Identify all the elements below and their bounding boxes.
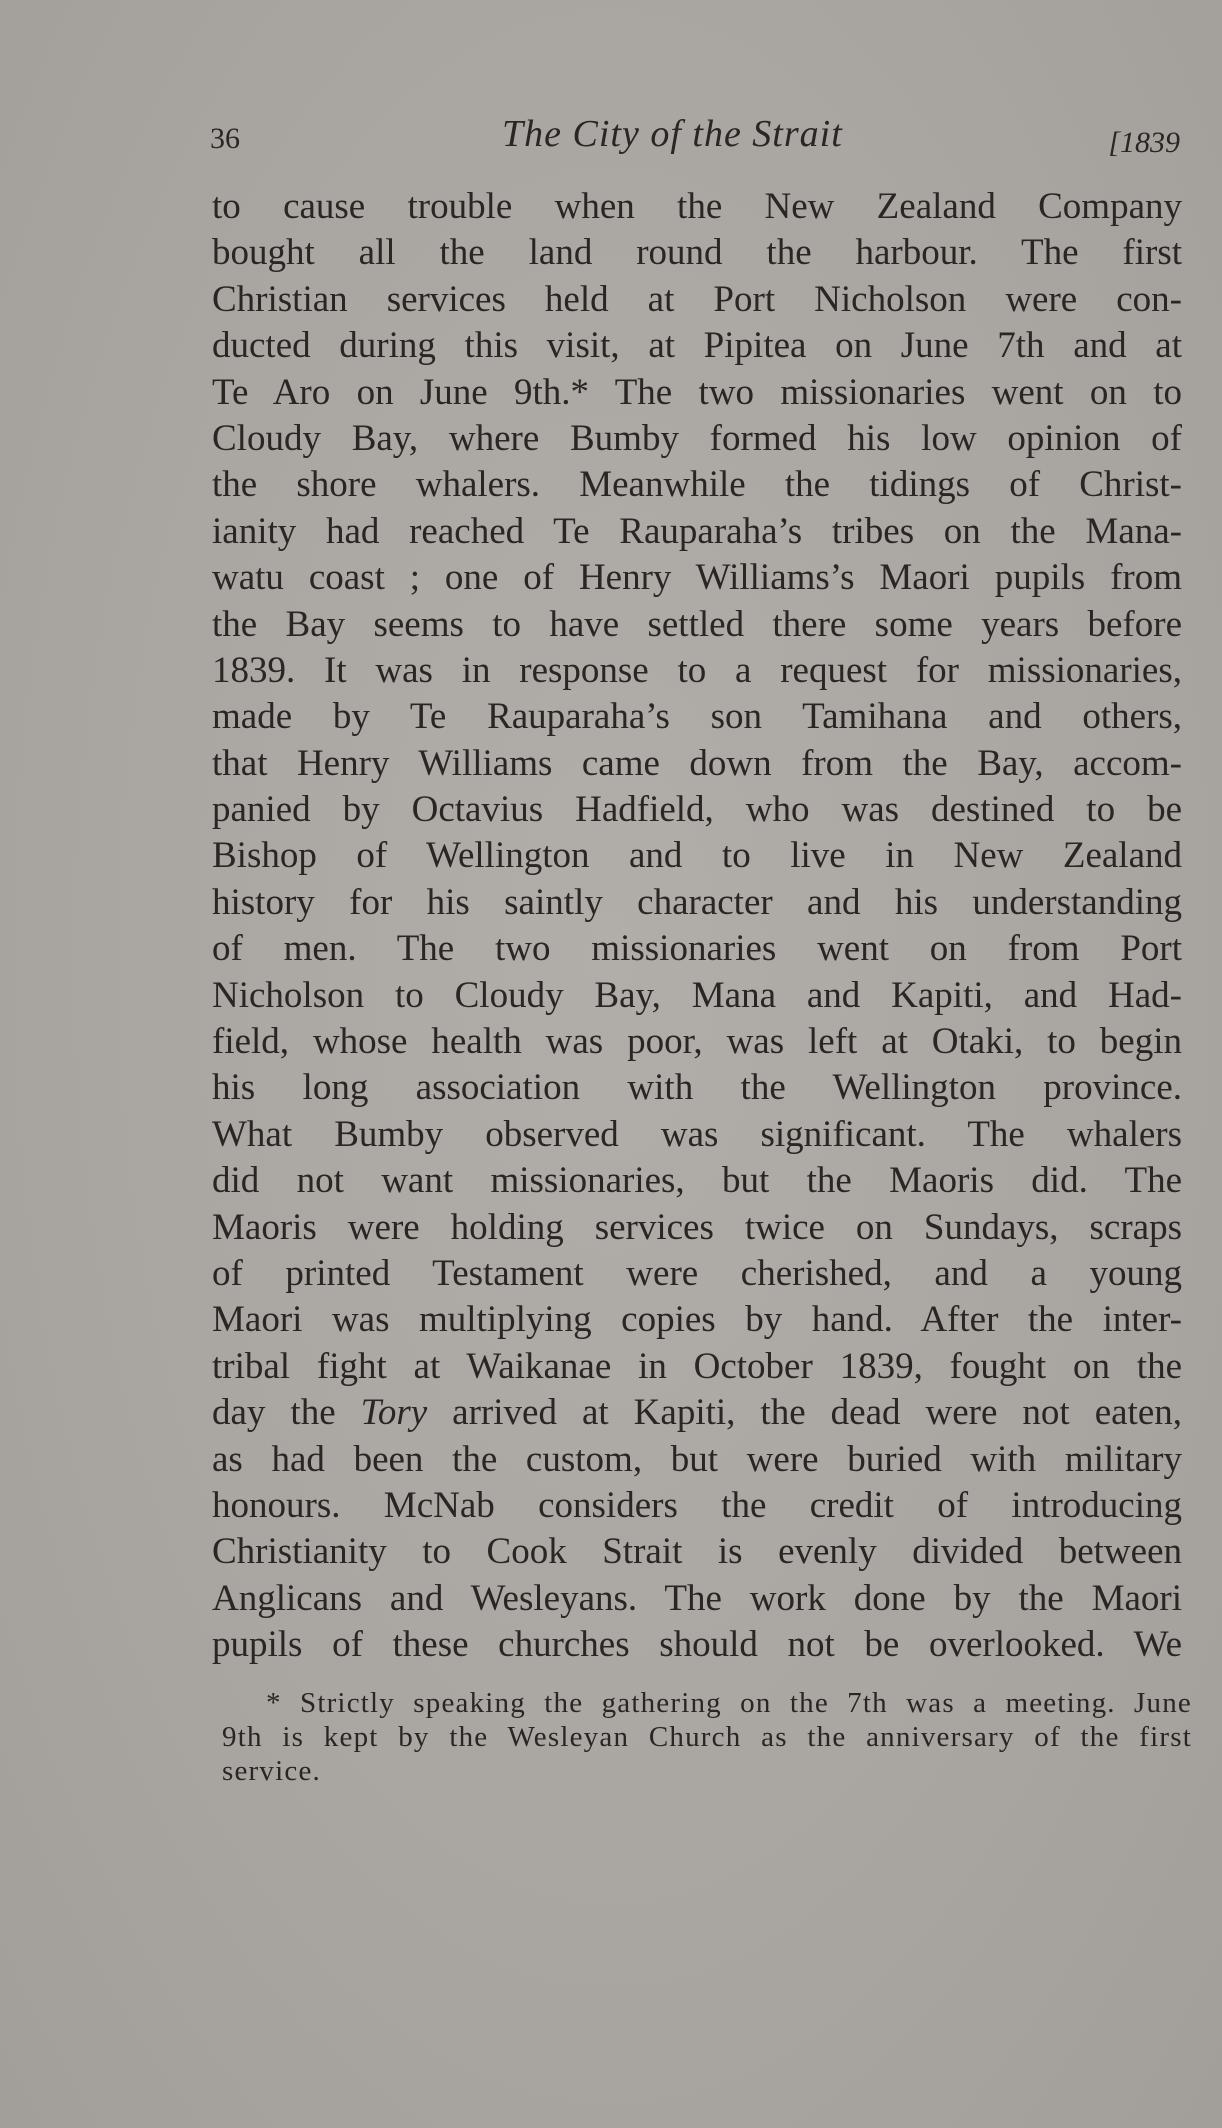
footnote-line: * Strictly speaking the gathering on the 7th was a meeting. June [266, 1687, 1192, 1719]
text-line: Cloudy Bay, where Bumby formed his low opinion of [212, 417, 1182, 459]
text-line: Christianity to Cook Strait is evenly divided between [212, 1531, 1182, 1573]
text-line: as had been the custom, but were buried with military [212, 1438, 1182, 1480]
page-header [210, 112, 1180, 168]
text-line: history for his saintly character and his understanding [212, 881, 1182, 923]
text-line: of men. The two missionaries went on from Port [212, 928, 1182, 970]
text-line: the shore whalers. Meanwhile the tidings of Christ- [212, 464, 1182, 506]
text-line: Anglicans and Wesleyans. The work done by the Maori [212, 1577, 1182, 1619]
text-line: his long association with the Wellington province. [212, 1067, 1182, 1109]
text-line: Bishop of Wellington and to live in New Zealand [212, 835, 1182, 877]
ship-name: Tory [360, 1392, 428, 1434]
body-text [212, 184, 1182, 1669]
text-line: 1839. It was in response to a request for missionaries, [212, 649, 1182, 691]
text-line: watu coast ; one of Henry Williams’s Maori pupils from [212, 557, 1182, 599]
text-line: of printed Testament were cherished, and a young [212, 1252, 1182, 1294]
text-line: field, whose health was poor, was left at Otaki, to begin [212, 1021, 1182, 1063]
footnote [222, 1686, 1192, 1788]
text-line: pupils of these churches should not be overlooked. We [212, 1624, 1182, 1666]
text-line: Christian services held at Port Nicholson were con- [212, 278, 1182, 320]
text-line: that Henry Williams came down from the Bay, accom- [212, 742, 1182, 784]
text-line: panied by Octavius Hadfield, who was destined to be [212, 789, 1182, 831]
text-line: What Bumby observed was significant. The whalers [212, 1113, 1182, 1155]
text-line: bought all the land round the harbour. The first [212, 232, 1182, 274]
header-year: [1839 [1108, 126, 1180, 159]
text-line: did not want missionaries, but the Maoris did. The [212, 1160, 1182, 1202]
text-line: honours. McNab considers the credit of introducing [212, 1484, 1182, 1526]
text-line: to cause trouble when the New Zealand Company [212, 186, 1182, 227]
text-line: Maori was multiplying copies by hand. After the inter- [212, 1299, 1182, 1341]
page-number: 36 [210, 122, 240, 155]
text-line: the Bay seems to have settled there some years before [212, 603, 1182, 645]
text-line: Nicholson to Cloudy Bay, Mana and Kapiti, and Had- [212, 974, 1182, 1016]
text-line: ianity had reached Te Rauparaha’s tribes on the Mana- [212, 510, 1182, 552]
footnote-line: 9th is kept by the Wesleyan Church as the anniversary of the first [222, 1721, 1192, 1753]
text-line: tribal fight at Waikanae in October 1839, fought on the [212, 1345, 1182, 1387]
text-line: ducted during this visit, at Pipitea on June 7th and at [212, 325, 1182, 367]
footnote-line: service. [222, 1755, 321, 1787]
text-line: day the Tory arrived at Kapiti, the dead were not eaten, [212, 1392, 1182, 1434]
text-line: Te Aro on June 9th.* The two missionaries went on to [212, 371, 1182, 413]
running-title: The City of the Strait [502, 113, 843, 155]
text-line: made by Te Rauparaha’s son Tamihana and others, [212, 696, 1182, 738]
text-line: Maoris were holding services twice on Sundays, scraps [212, 1206, 1182, 1248]
